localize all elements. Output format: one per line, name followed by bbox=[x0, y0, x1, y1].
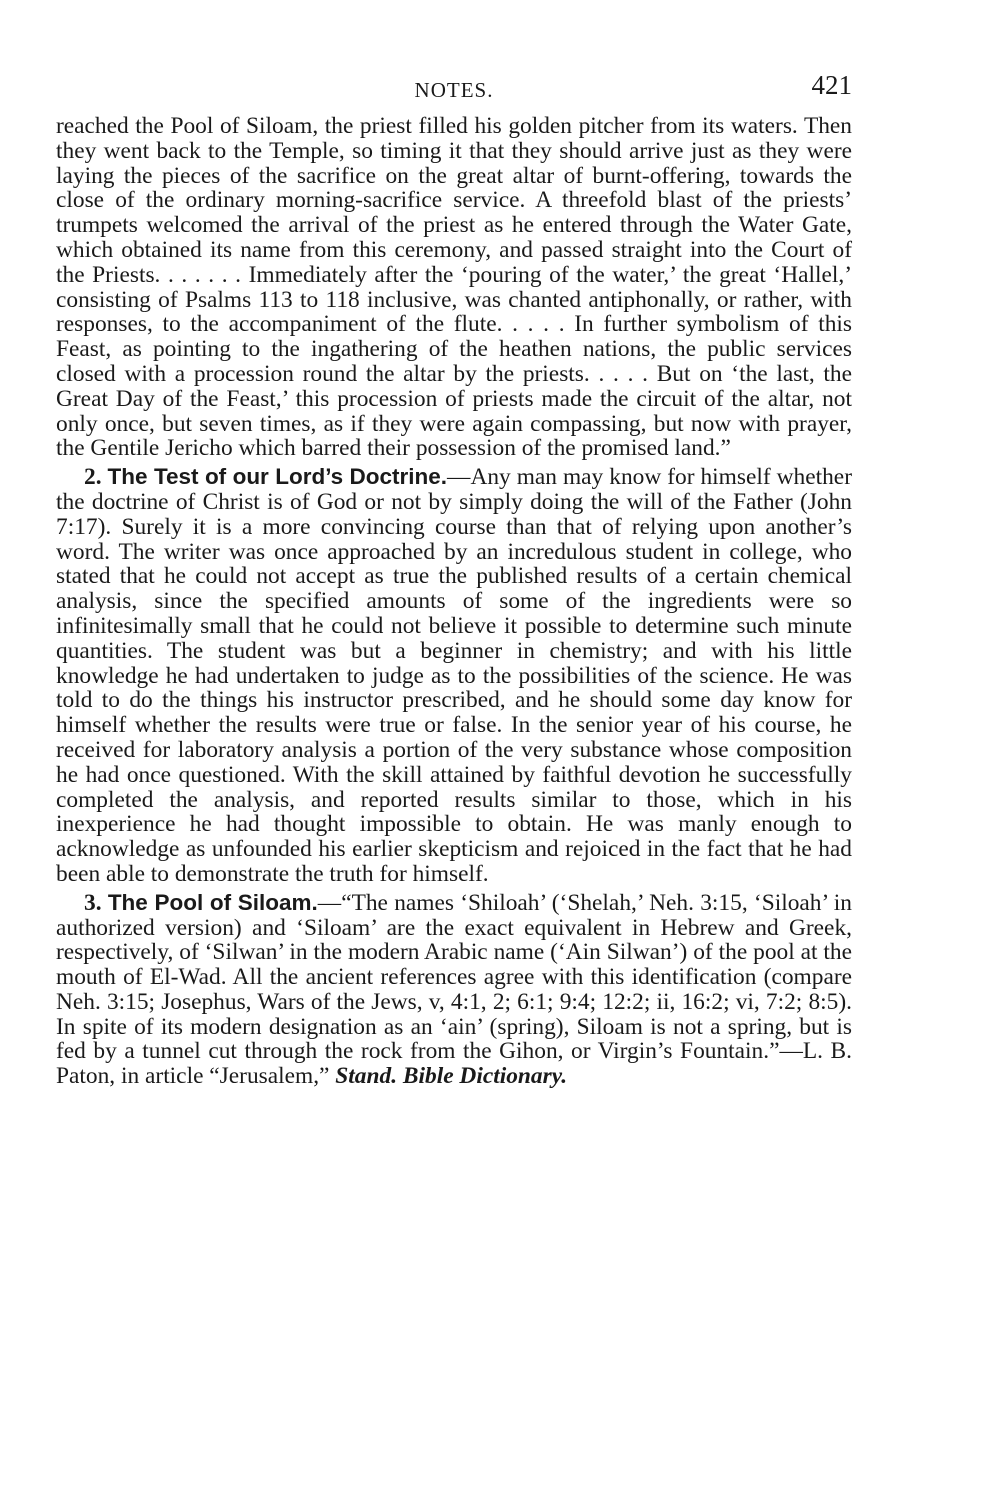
note-number: 2. bbox=[84, 464, 102, 491]
paragraph-text: reached the Pool of Siloam, the priest filled his golden pitcher from its waters. Then they went back to the Temple, so timing it that they should arrive just as they were laying the pieces of the sacrifice on the great altar of burnt-offering, towards the close of the ordinary morning-sacrifice service. A threefold blast of the priests’ trumpets welcomed the arrival of the priest as he entered through the Water Gate, which obtained its name from this ceremony, and passed straight into the Court of the Priests. . . . . . . Immediately after the ‘pouring of the water,’ the great ‘Hallel,’ consisting of Psalms 113 to 118 inclusive, was chanted antiphonally, or rather, with responses, to the accompaniment of the flute. . . . . In further symbolism of this Feast, as pointing to the ingathering of the heathen nations, the public services closed with a procession round the altar by the priests. . . . . But on ‘the last, the Great Day of the Feast,’ this procession of priests made the circuit of the altar, not only once, but seven times, as if they were again compassing, but now with prayer, the Gentile Jericho which barred their possession of the promised land.” bbox=[56, 113, 852, 462]
page-header bbox=[56, 70, 852, 104]
note-3 bbox=[56, 891, 852, 1089]
note-heading: The Pool of Siloam. bbox=[107, 889, 318, 915]
source-citation: Stand. Bible Dictionary. bbox=[335, 1063, 568, 1090]
note-number: 3. bbox=[84, 889, 102, 916]
note-2 bbox=[56, 465, 852, 887]
note-heading: The Test of our Lord’s Doctrine. bbox=[107, 464, 448, 490]
paragraph-text: —Any man may know for himself whether the doctrine of Christ is of God or not by simply doing the will of the Father (John 7:17). Surely it is a more convincing course than that of relying upon another’s word. The writer was once approached by an incredulous student in college, who stated that he could not accept as true the published results of a certain chemical analysis, since the specified amounts of some of the ingredients were so infinitesimally small that he could not believe it possible to determine such minute quantities. The student was but a beginner in chemistry; and with his little knowledge he had undertaken to judge as to the possibilities of the science. He was told to do the things his instructor prescribed, and he should some day know for himself whether the results were true or false. In the senior year of his course, he received for laboratory analysis a portion of the very substance whose composition he had once questioned. With the skill attained by faithful devotion he successfully completed the analysis, and reported results similar to those, which in his inexperience he had thought impossible to obtain. He was manly enough to acknowledge as unfounded his earlier skepticism and rejoiced in the fact that he had been able to demonstrate the truth for himself. bbox=[56, 464, 852, 887]
paragraph-continuation bbox=[56, 114, 852, 461]
page-number: 421 bbox=[811, 70, 852, 100]
paragraph-text: —“The names ‘Shiloah’ (‘Shelah,’ Neh. 3:15, ‘Siloah’ in authorized version) and ‘Siloam’ are the exact equivalent in Hebrew and Greek, respectively, of ‘Silwan’ in the modern Arabic name (‘Ain Silwan’) of the pool at the mouth of El-Wad. All the ancient references agree with this identification (compare Neh. 3:15; Josephus, Wars of the Jews, v, 4:1, 2; 6:1; 9:4; 12:2; ii, 16:2; vi, 7:2; 8:5). In spite of its modern designation as an ‘ain’ (spring), Siloam is not a spring, but is fed by a tunnel cut through the rock from the Gihon, or Virgin’s Fountain.”—L. B. Paton, in article “Jerusalem,” bbox=[56, 889, 852, 1090]
page-body bbox=[56, 114, 852, 1089]
running-head: NOTES. bbox=[414, 78, 494, 102]
book-page bbox=[56, 70, 852, 1089]
